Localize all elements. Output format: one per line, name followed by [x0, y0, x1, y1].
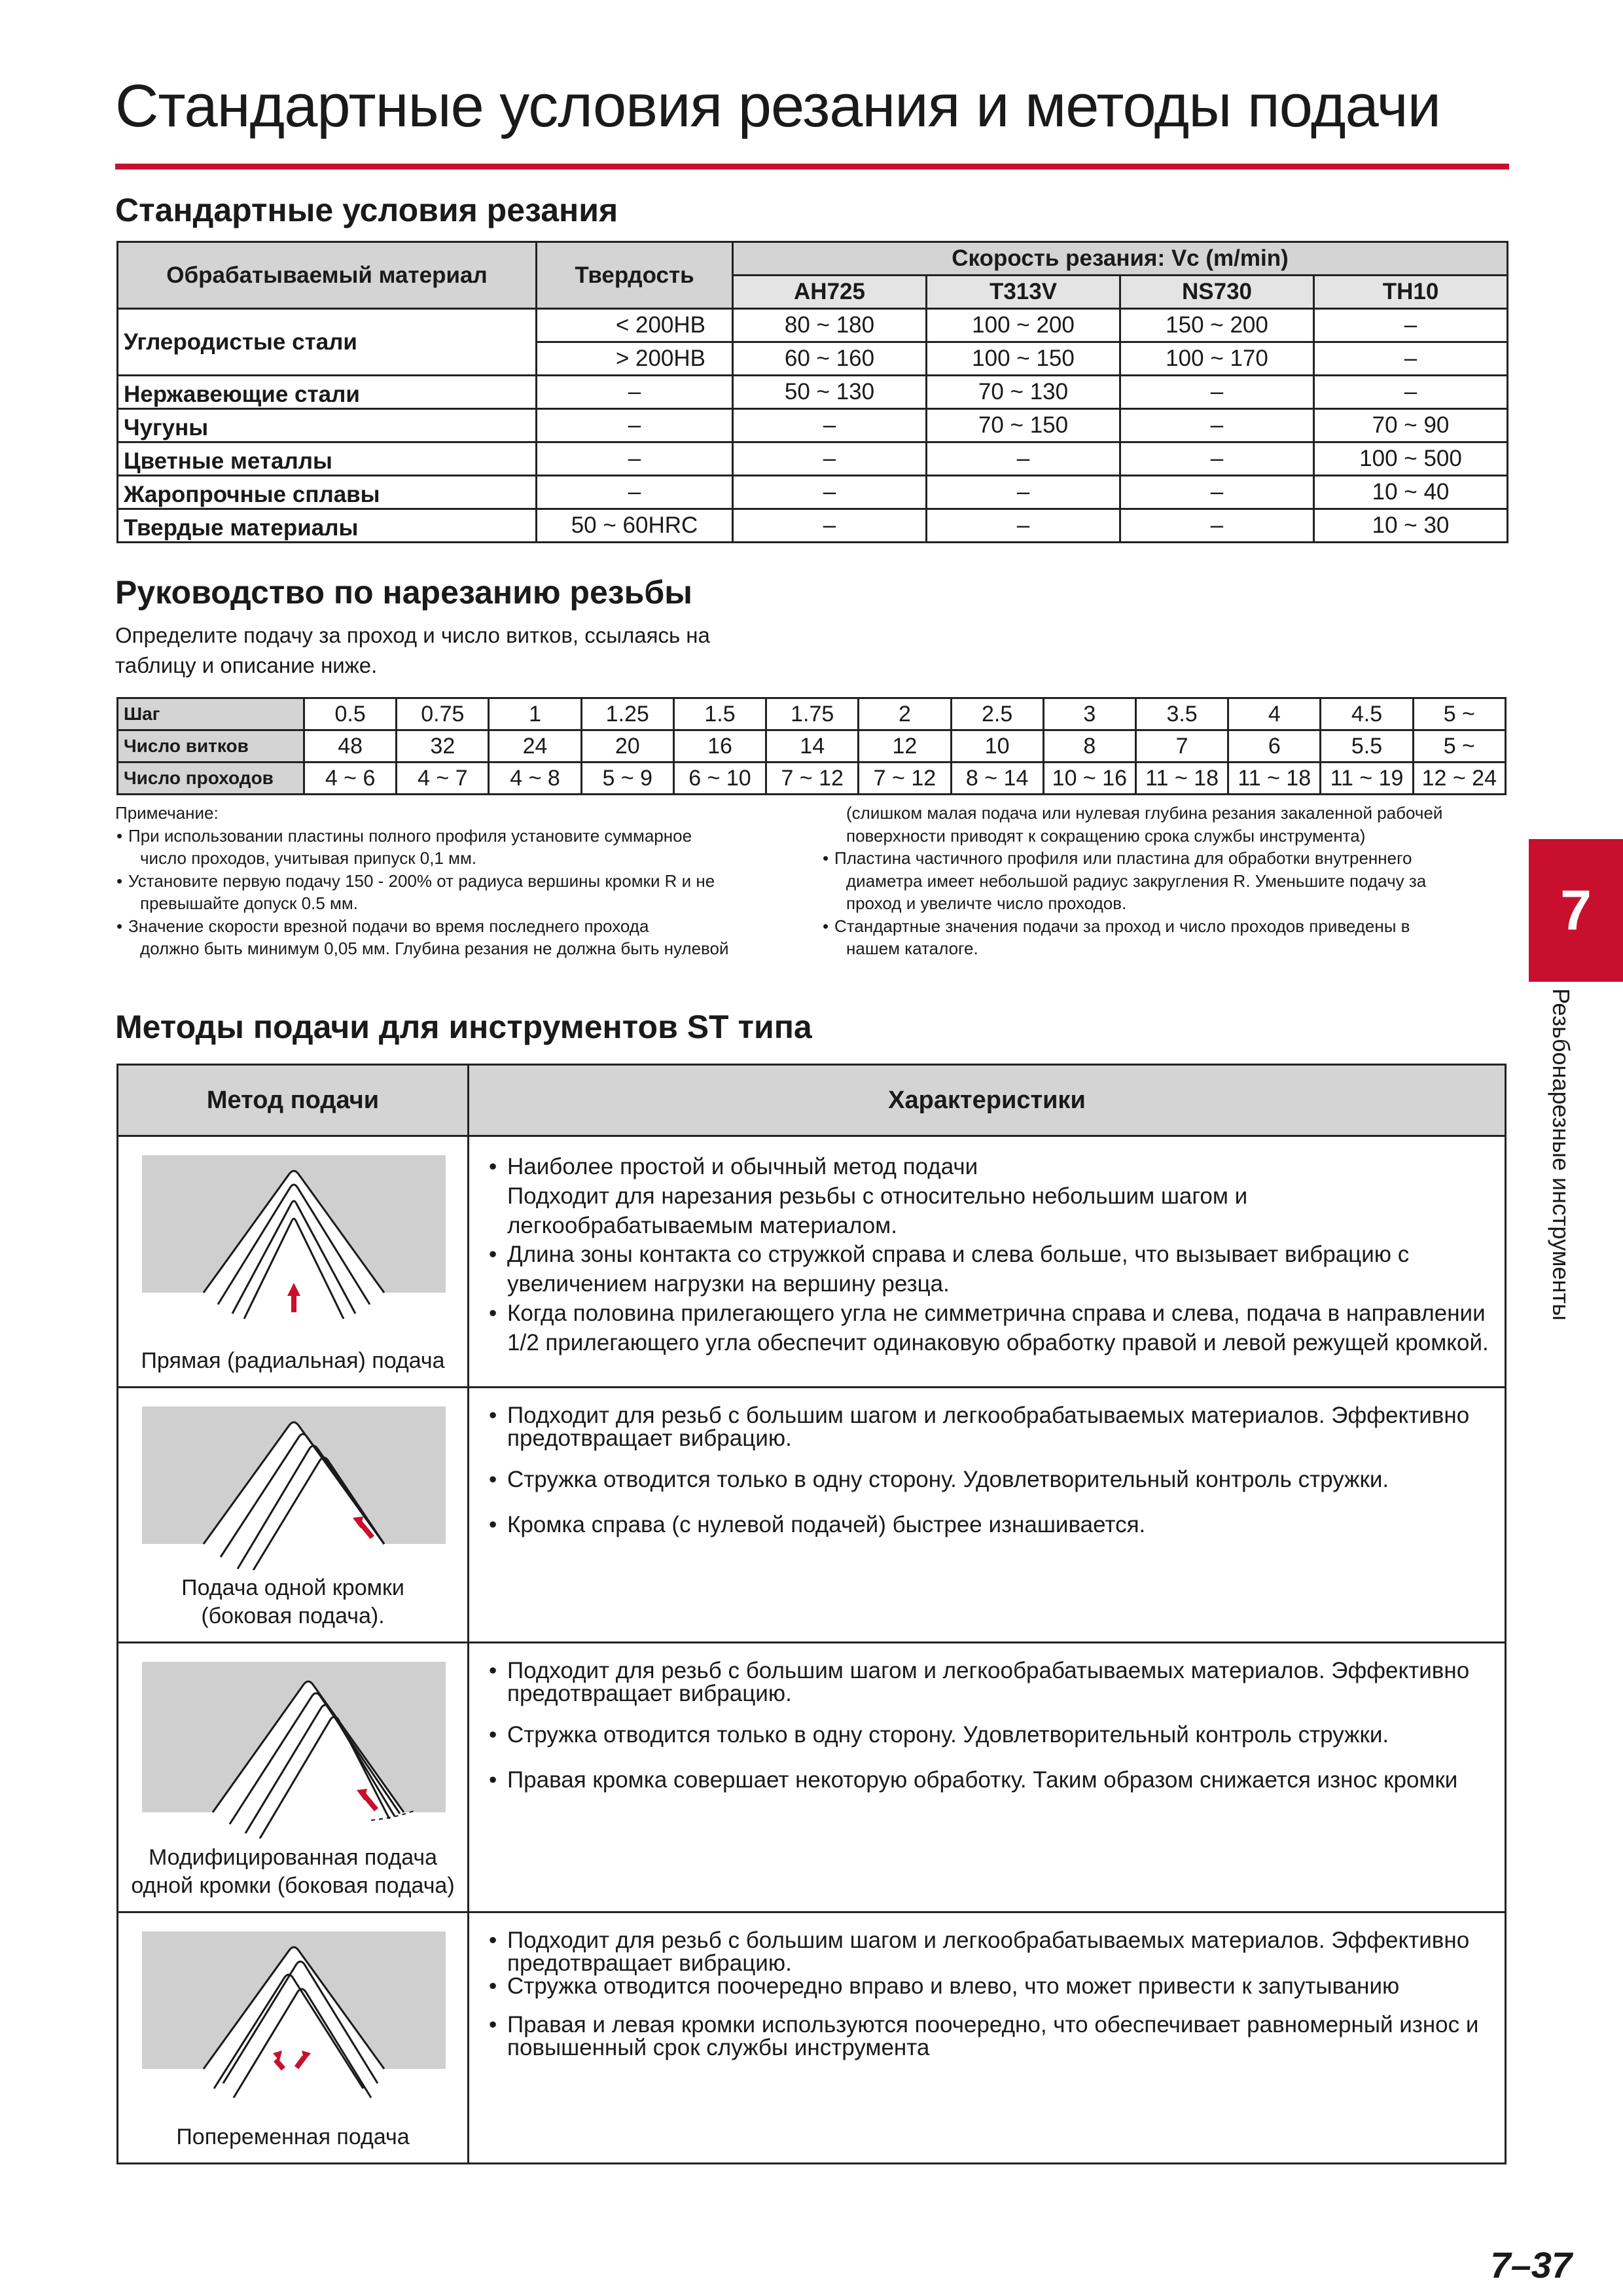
table-cell: 12	[859, 730, 951, 762]
flank-feed-diagram	[142, 1407, 446, 1570]
list-item: • Подходит для резьб с большим шагом и легкообрабатываемых материалов. Эффективно предотвращает вибрацию.	[489, 1659, 1491, 1705]
header-cutting-speed: Скорость резания: Vc (m/min)	[733, 242, 1508, 276]
note-continuation: поверхности приводят к сокращению срока службы инструмента)	[846, 825, 1366, 846]
speed-cell: 100 ~ 200	[927, 309, 1120, 342]
speed-cell: –	[733, 409, 927, 442]
note-item: • Установите первую подачу 150 - 200% от радиуса вершины кромки R и не	[116, 870, 715, 891]
list-item: • Стружка отводится поочередно вправо и влево, что может привести к запутыванию	[489, 1975, 1491, 1998]
table-cell: 8	[1043, 730, 1135, 762]
note-item: • Стандартные значения подачи за проход и число проходов приведены в	[823, 916, 1410, 936]
header-grade: TH10	[1314, 276, 1508, 309]
table-row	[118, 1912, 1506, 2164]
speed-cell: 100 ~ 500	[1314, 442, 1508, 476]
table-cell: 11 ~ 19	[1321, 762, 1413, 795]
table-row	[118, 376, 1508, 409]
notes-left-column	[115, 802, 809, 960]
list-item: • Наиболее простой и обычный метод подачи Подходит для нарезания резьбы с относительно небольшим шагом и легкообрабатываемым материалом.	[489, 1153, 1491, 1240]
figure-caption: Подача одной кромки (боковая подача).	[181, 1575, 404, 1628]
list-item: • Кромка справа (с нулевой подачей) быстрее изнашивается.	[489, 1511, 1491, 1540]
intro-line: таблицу и описание ниже.	[115, 653, 378, 678]
list-item: • Правая кромка совершает некоторую обработку. Таким образом снижается износ кромки	[489, 1766, 1491, 1795]
table-row	[118, 476, 1508, 509]
characteristics-cell	[469, 1643, 1506, 1912]
speed-cell: 50 ~ 130	[733, 376, 927, 409]
note-continuation: число проходов, учитывая припуск 0,1 мм.	[140, 848, 477, 869]
speed-cell: –	[1120, 476, 1314, 509]
table-cell: 7 ~ 12	[766, 762, 859, 795]
material-cell: Углеродистые стали	[118, 309, 537, 376]
figure-caption: Модифицированная подача одной кромки (боковая подача)	[131, 1845, 455, 1898]
page-number: 7–37	[1490, 2244, 1572, 2286]
chapter-tab[interactable]	[1529, 839, 1623, 982]
speed-cell: –	[733, 509, 927, 543]
table-cell: 6	[1228, 730, 1321, 762]
hardness-cell: –	[537, 409, 733, 442]
table-row-threads	[118, 730, 1506, 762]
table-cell: 16	[673, 730, 766, 762]
section-heading-feed-methods: Методы подачи для инструментов ST типа	[115, 1009, 812, 1045]
speed-cell: –	[733, 476, 927, 509]
note-continuation: должно быть минимум 0,05 мм. Глубина резания не должна быть нулевой	[140, 939, 729, 959]
speed-cell: –	[927, 476, 1120, 509]
list-item: • Подходит для резьб с большим шагом и легкообрабатываемых материалов. Эффективно предотвращает вибрацию.	[489, 1929, 1491, 1975]
speed-cell: –	[927, 509, 1120, 543]
speed-cell: 100 ~ 150	[927, 342, 1120, 376]
speed-cell: 80 ~ 180	[733, 309, 927, 342]
table-row	[118, 409, 1508, 442]
table-cell: 4.5	[1321, 698, 1413, 730]
header-grade: NS730	[1120, 276, 1314, 309]
note-continuation: нашем каталоге.	[846, 939, 978, 959]
header-grade: T313V	[927, 276, 1120, 309]
material-cell: Чугуны	[118, 409, 537, 442]
figure-cell	[118, 1388, 469, 1643]
table-cell: 4 ~ 8	[489, 762, 581, 795]
speed-cell: 150 ~ 200	[1120, 309, 1314, 342]
figure-cell	[118, 1643, 469, 1912]
table-cell: 10 ~ 16	[1043, 762, 1135, 795]
table-cell: 5 ~	[1413, 698, 1505, 730]
table-row	[118, 442, 1508, 476]
table-cell: 11 ~ 18	[1228, 762, 1321, 795]
alternating-feed-diagram	[142, 1931, 446, 2102]
table-cell: 2.5	[951, 698, 1043, 730]
note-item: • При использовании пластины полного профиля установите суммарное	[116, 825, 692, 846]
list-item: • Когда половина прилегающего угла не симметрична справа и слева, подача в направлении 1/2 прилегающего угла обеспечит одинаковую обработку правой и левой режущей кромкой.	[489, 1299, 1491, 1358]
table-cell: 10	[951, 730, 1043, 762]
chapter-label	[1534, 988, 1593, 1329]
section-heading-cutting-conditions: Стандартные условия резания	[115, 192, 618, 228]
page-title: Стандартные условия резания и методы подачи	[115, 73, 1441, 139]
list-item: • Правая и левая кромки используются поочередно, что обеспечивает равномерный износ и повышенный срок службы инструмента	[489, 2013, 1491, 2059]
speed-cell: –	[1314, 342, 1508, 376]
note-continuation: (слишком малая подача или нулевая глубина резания закаленной рабочей	[846, 803, 1443, 823]
speed-cell: 60 ~ 160	[733, 342, 927, 376]
hardness-cell: < 200HB	[537, 309, 733, 342]
table-row	[118, 1388, 1506, 1643]
table-cell: 2	[859, 698, 951, 730]
figure-caption: Прямая (радиальная) подача	[141, 1348, 445, 1373]
table-cell: 3	[1043, 698, 1135, 730]
thread-pitch-table	[116, 697, 1507, 795]
table-cell: 0.75	[397, 698, 489, 730]
list-item: • Стружка отводится только в одну сторону. Удовлетворительный контроль стружки.	[489, 1465, 1491, 1495]
table-cell: 48	[304, 730, 397, 762]
hardness-cell: –	[537, 442, 733, 476]
table-cell: 1.5	[673, 698, 766, 730]
table-cell: 5 ~	[1413, 730, 1505, 762]
note-continuation: диаметра имеет небольшой радиус закругления R. Уменьшите подачу за	[846, 870, 1427, 891]
title-rule	[115, 164, 1509, 170]
table-cell: 32	[397, 730, 489, 762]
table-row-pitch	[118, 698, 1506, 730]
material-cell: Нержавеющие стали	[118, 376, 537, 409]
speed-cell: 100 ~ 170	[1120, 342, 1314, 376]
speed-cell: –	[1120, 409, 1314, 442]
header-feed-method: Метод подачи	[118, 1065, 469, 1136]
hardness-cell: –	[537, 376, 733, 409]
speed-cell: –	[927, 442, 1120, 476]
characteristics-cell	[469, 1136, 1506, 1388]
characteristics-cell	[469, 1912, 1506, 2164]
note-continuation: проход и увеличте число проходов.	[846, 893, 1127, 914]
table-cell: 7 ~ 12	[859, 762, 951, 795]
characteristics-cell	[469, 1388, 1506, 1643]
note-item: • Пластина частичного профиля или пластина для обработки внутреннего	[823, 848, 1412, 869]
speed-cell: 10 ~ 30	[1314, 509, 1508, 543]
speed-cell: –	[1120, 376, 1314, 409]
table-cell: 4 ~ 7	[397, 762, 489, 795]
table-cell: 5.5	[1321, 730, 1413, 762]
row-header: Число витков	[118, 730, 304, 762]
speed-cell: 70 ~ 150	[927, 409, 1120, 442]
table-row	[118, 1136, 1506, 1388]
table-row	[118, 309, 1508, 342]
speed-cell: 10 ~ 40	[1314, 476, 1508, 509]
figure-caption: Попеременная подача	[176, 2124, 410, 2149]
table-cell: 4	[1228, 698, 1321, 730]
material-cell: Цветные металлы	[118, 442, 537, 476]
table-cell: 5 ~ 9	[581, 762, 673, 795]
list-item: • Подходит для резьб с большим шагом и легкообрабатываемых материалов. Эффективно предотвращает вибрацию.	[489, 1404, 1491, 1450]
list-item: • Длина зоны контакта со стружкой справа и слева больше, что вызывает вибрацию с увеличением нагрузки на вершину резца.	[489, 1240, 1491, 1299]
row-header: Шаг	[118, 698, 304, 730]
speed-cell: –	[1120, 442, 1314, 476]
table-cell: 1	[489, 698, 581, 730]
row-header: Число проходов	[118, 762, 304, 795]
hardness-cell: 50 ~ 60HRC	[537, 509, 733, 543]
feed-methods-table	[116, 1064, 1507, 2164]
note-item: • Значение скорости врезной подачи во время последнего прохода	[116, 916, 649, 936]
header-grade: AH725	[733, 276, 927, 309]
speed-cell: –	[733, 442, 927, 476]
table-row	[118, 1643, 1506, 1912]
note-continuation: превышайте допуск 0.5 мм.	[140, 893, 358, 914]
header-hardness: Твердость	[537, 242, 733, 309]
chapter-number: 7	[1560, 878, 1592, 942]
notes-title: Примечание:	[115, 803, 219, 823]
list-item: • Стружка отводится только в одну сторону. Удовлетворительный контроль стружки.	[489, 1721, 1491, 1750]
table-cell: 0.5	[304, 698, 397, 730]
modified-flank-feed-diagram	[142, 1662, 446, 1839]
material-cell: Твердые материалы	[118, 509, 537, 543]
speed-cell: 70 ~ 90	[1314, 409, 1508, 442]
speed-cell: –	[1314, 309, 1508, 342]
table-cell: 14	[766, 730, 859, 762]
table-cell: 8 ~ 14	[951, 762, 1043, 795]
notes-right-column	[821, 802, 1495, 960]
hardness-cell: > 200HB	[537, 342, 733, 376]
table-cell: 4 ~ 6	[304, 762, 397, 795]
table-row-passes	[118, 762, 1506, 795]
speed-cell: –	[1120, 509, 1314, 543]
header-material: Обрабатываемый материал	[118, 242, 537, 309]
table-cell: 3.5	[1135, 698, 1228, 730]
table-cell: 1.25	[581, 698, 673, 730]
threading-intro	[115, 620, 835, 681]
table-cell: 24	[489, 730, 581, 762]
table-cell: 11 ~ 18	[1135, 762, 1228, 795]
section-heading-threading-guide: Руководство по нарезанию резьбы	[115, 574, 692, 611]
figure-cell	[118, 1136, 469, 1388]
speed-cell: 70 ~ 130	[927, 376, 1120, 409]
header-characteristics: Характеристики	[469, 1065, 1506, 1136]
table-cell: 20	[581, 730, 673, 762]
intro-line: Определите подачу за проход и число витков, ссылаясь на	[115, 623, 710, 647]
speed-cell: –	[1314, 376, 1508, 409]
table-cell: 7	[1135, 730, 1228, 762]
cutting-speed-table	[116, 241, 1508, 543]
chapter-label-text: Резьбонарезные инструменты	[1548, 988, 1575, 1321]
table-cell: 6 ~ 10	[673, 762, 766, 795]
radial-feed-diagram	[142, 1155, 446, 1319]
table-row	[118, 509, 1508, 543]
material-cell: Жаропрочные сплавы	[118, 476, 537, 509]
table-cell: 1.75	[766, 698, 859, 730]
table-cell: 12 ~ 24	[1413, 762, 1505, 795]
hardness-cell: –	[537, 476, 733, 509]
figure-cell	[118, 1912, 469, 2164]
